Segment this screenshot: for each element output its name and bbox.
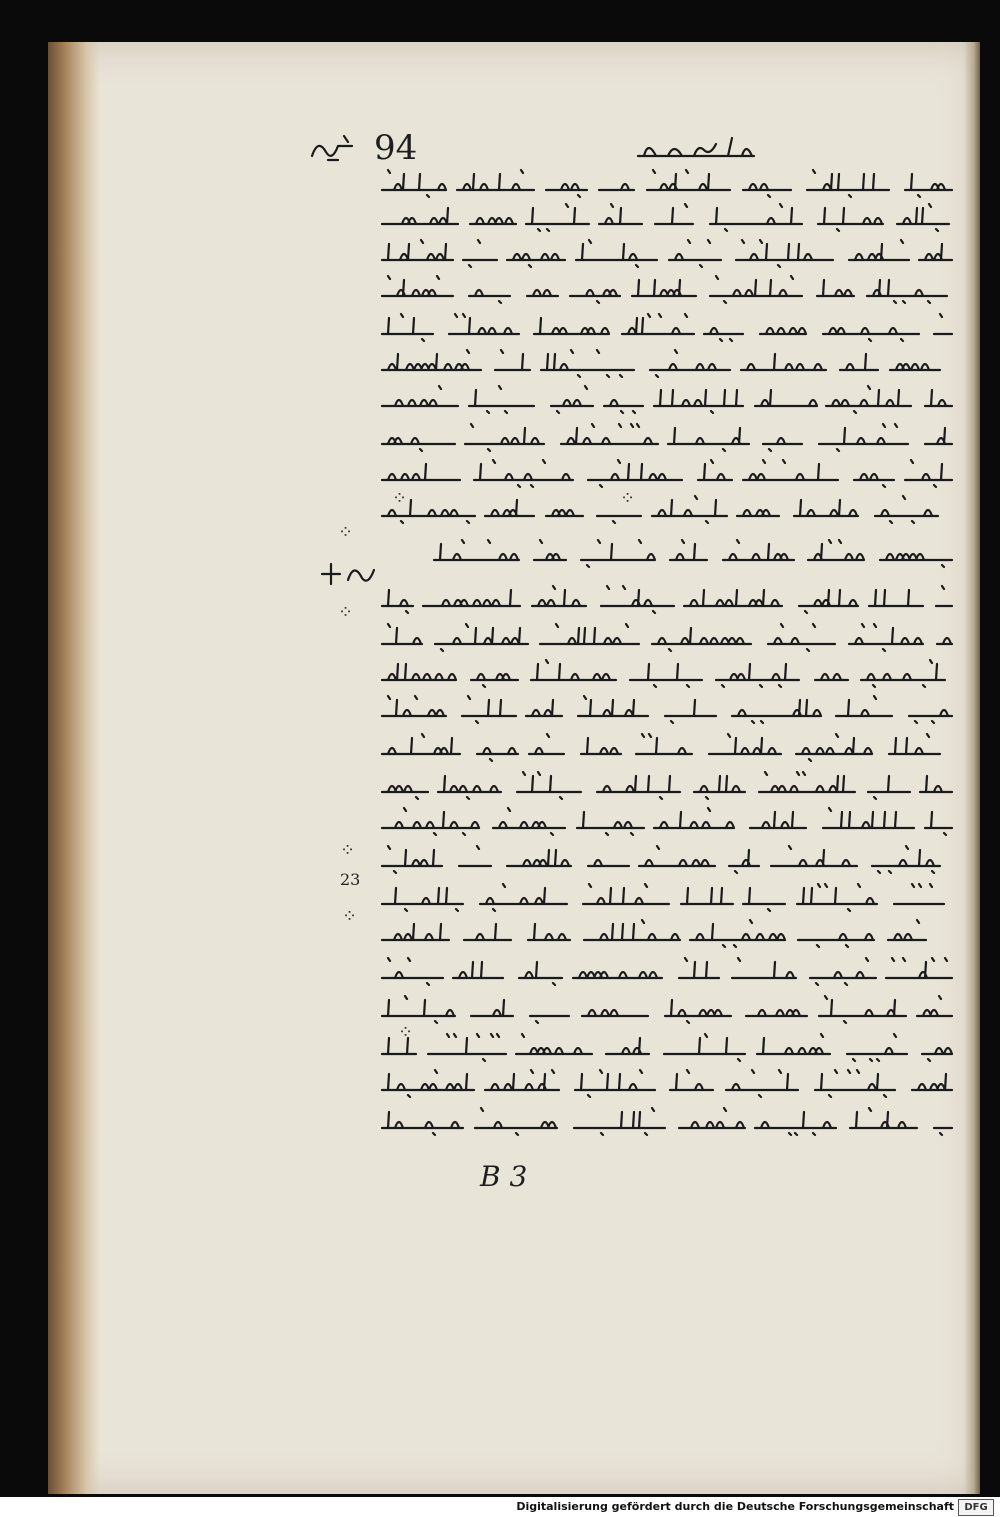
text-line	[378, 994, 958, 1024]
section-heading-line	[430, 538, 958, 568]
text-line	[378, 956, 958, 986]
text-line	[378, 658, 958, 688]
footer-credit: Digitalisierung gefördert durch die Deutsche Forschungsgemeinschaft	[516, 1500, 954, 1513]
text-ornament: ⁘	[392, 488, 408, 509]
text-line	[378, 202, 958, 232]
page-number: 94	[374, 128, 418, 168]
text-line	[378, 312, 958, 342]
text-line	[378, 274, 958, 304]
page-edge-shadow	[964, 42, 980, 1494]
text-line	[378, 918, 958, 948]
text-line	[378, 1106, 958, 1136]
text-line	[378, 348, 958, 378]
text-line	[378, 458, 958, 488]
text-line	[378, 770, 958, 800]
margin-number: 23	[340, 870, 361, 889]
text-line	[378, 732, 958, 762]
text-ornament: ⁘	[398, 1022, 414, 1043]
text-line	[378, 882, 958, 912]
margin-ornament: ⁘	[338, 522, 354, 543]
dfg-logo: DFG	[958, 1499, 994, 1516]
running-head-title	[634, 132, 764, 162]
margin-ornament: ⁘	[338, 602, 354, 623]
text-line	[378, 384, 958, 414]
text-line	[378, 584, 958, 614]
text-ornament: ⁘	[620, 488, 636, 509]
text-line	[378, 806, 958, 836]
margin-ornament: ⁘	[340, 840, 356, 861]
text-line	[378, 422, 958, 452]
page-gutter-shadow	[48, 42, 100, 1494]
text-line	[378, 844, 958, 874]
margin-ornament: ⁘	[342, 906, 358, 927]
running-head-left-glyph	[308, 132, 356, 162]
printer-signature: B 3	[480, 1160, 528, 1193]
digitization-footer	[0, 1497, 1000, 1517]
margin-section-glyph	[318, 556, 378, 586]
text-line	[378, 168, 958, 198]
text-line	[378, 1032, 958, 1062]
text-line	[378, 694, 958, 724]
text-line	[378, 238, 958, 268]
text-line	[378, 494, 958, 524]
text-line	[378, 1068, 958, 1098]
text-line	[378, 622, 958, 652]
